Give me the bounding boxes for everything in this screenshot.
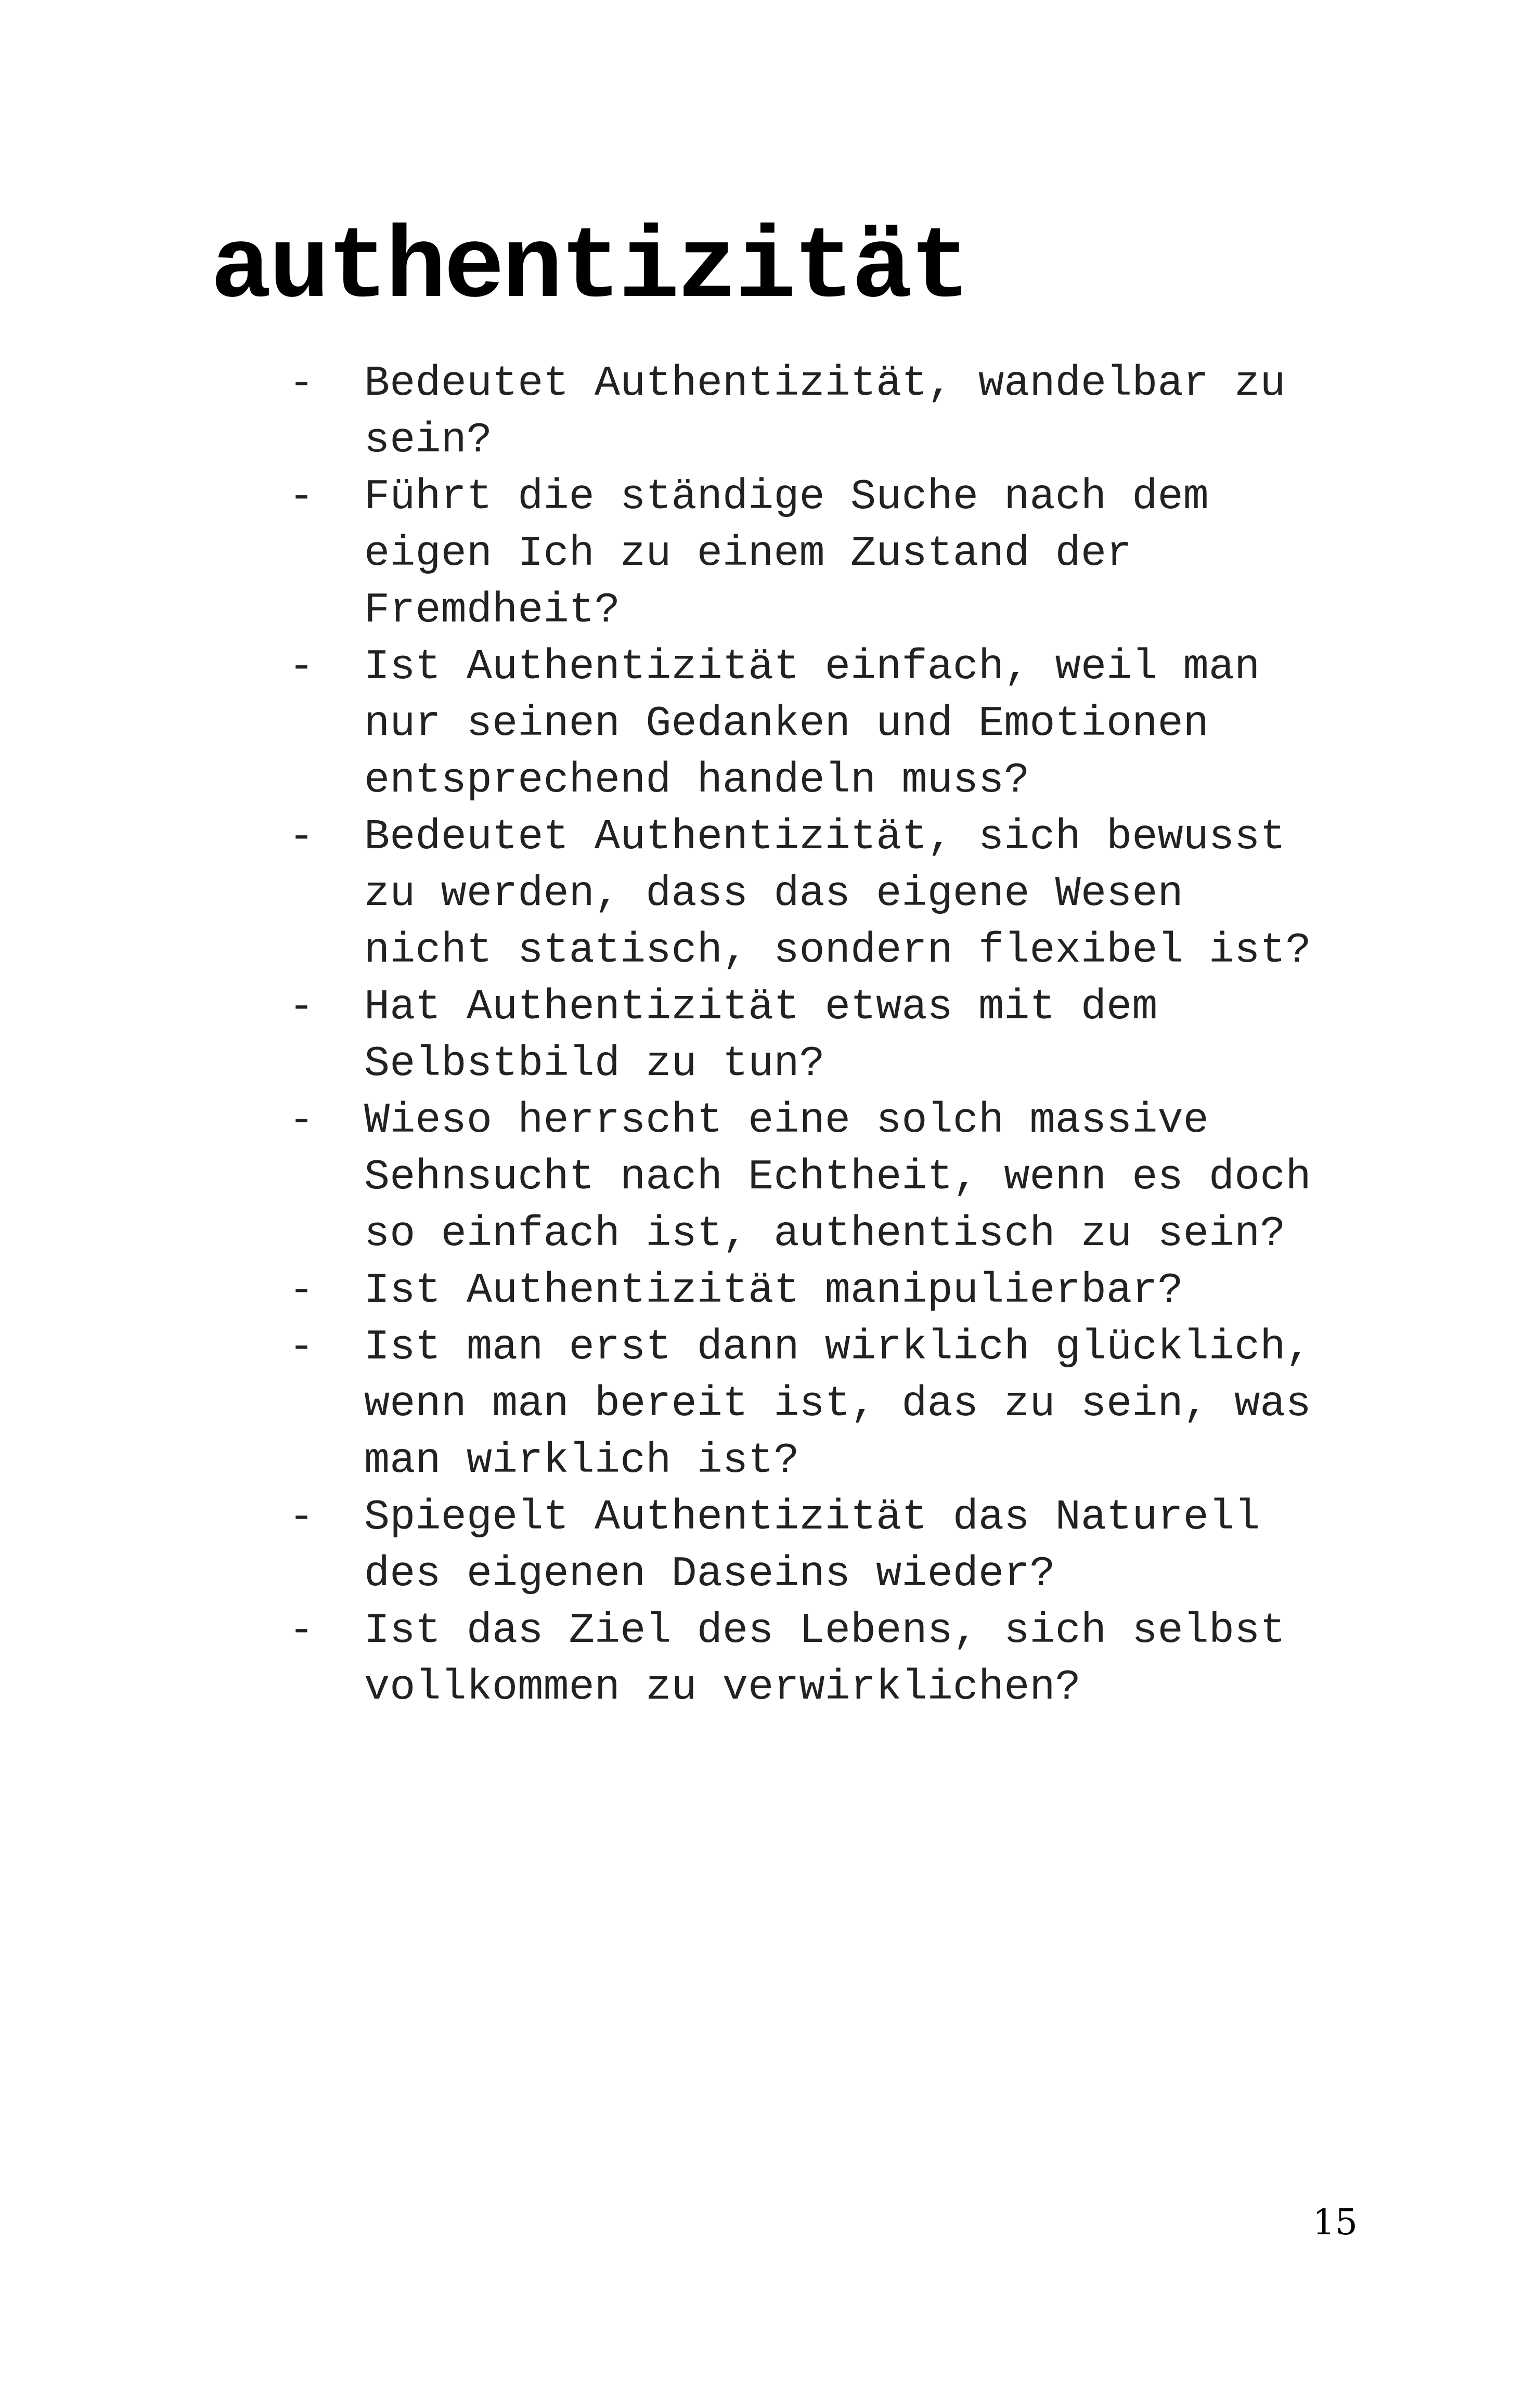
question-item [289, 1262, 1381, 1319]
question-item [289, 809, 1381, 979]
question-item [289, 979, 1381, 1092]
question-text: - Hat Authentizität etwas mit dem Selbstbild zu tun? [364, 983, 1158, 1088]
question-text: - Bedeutet Authentizität, wandelbar zu sein? [364, 359, 1286, 464]
question-text: - Wieso herrscht eine solch massive Sehnsucht nach Echtheit, wenn es doch so einfach ist, authentisch zu sein? [364, 1096, 1311, 1258]
page-title: authentizität [211, 212, 969, 327]
question-text: - Ist das Ziel des Lebens, sich selbst vollkommen zu verwirklichen? [364, 1607, 1286, 1712]
question-item [289, 1319, 1381, 1489]
question-item [289, 1489, 1381, 1602]
question-item [289, 469, 1381, 639]
question-text: - Bedeutet Authentizität, sich bewusst zu werden, dass das eigene Wesen nicht statisch, sondern flexibel ist? [364, 813, 1311, 975]
question-text: - Spiegelt Authentizität das Naturell des eigenen Daseins wieder? [364, 1493, 1260, 1598]
question-text: - Ist Authentizität manipulierbar? [364, 1266, 1183, 1315]
question-text: - Führt die ständige Suche nach dem eigen Ich zu einem Zustand der Fremdheit? [364, 473, 1209, 635]
question-text: - Ist man erst dann wirklich glücklich, wenn man bereit ist, das zu sein, was man wirklich ist? [364, 1323, 1311, 1485]
page-number: 15 [1312, 2202, 1358, 2243]
question-item [289, 639, 1381, 809]
question-list [289, 355, 1381, 1716]
question-item [289, 1092, 1381, 1262]
question-text: - Ist Authentizität einfach, weil man nur seinen Gedanken und Emotionen entsprechend handeln muss? [364, 643, 1260, 805]
question-item [289, 1602, 1381, 1716]
question-item [289, 355, 1381, 469]
